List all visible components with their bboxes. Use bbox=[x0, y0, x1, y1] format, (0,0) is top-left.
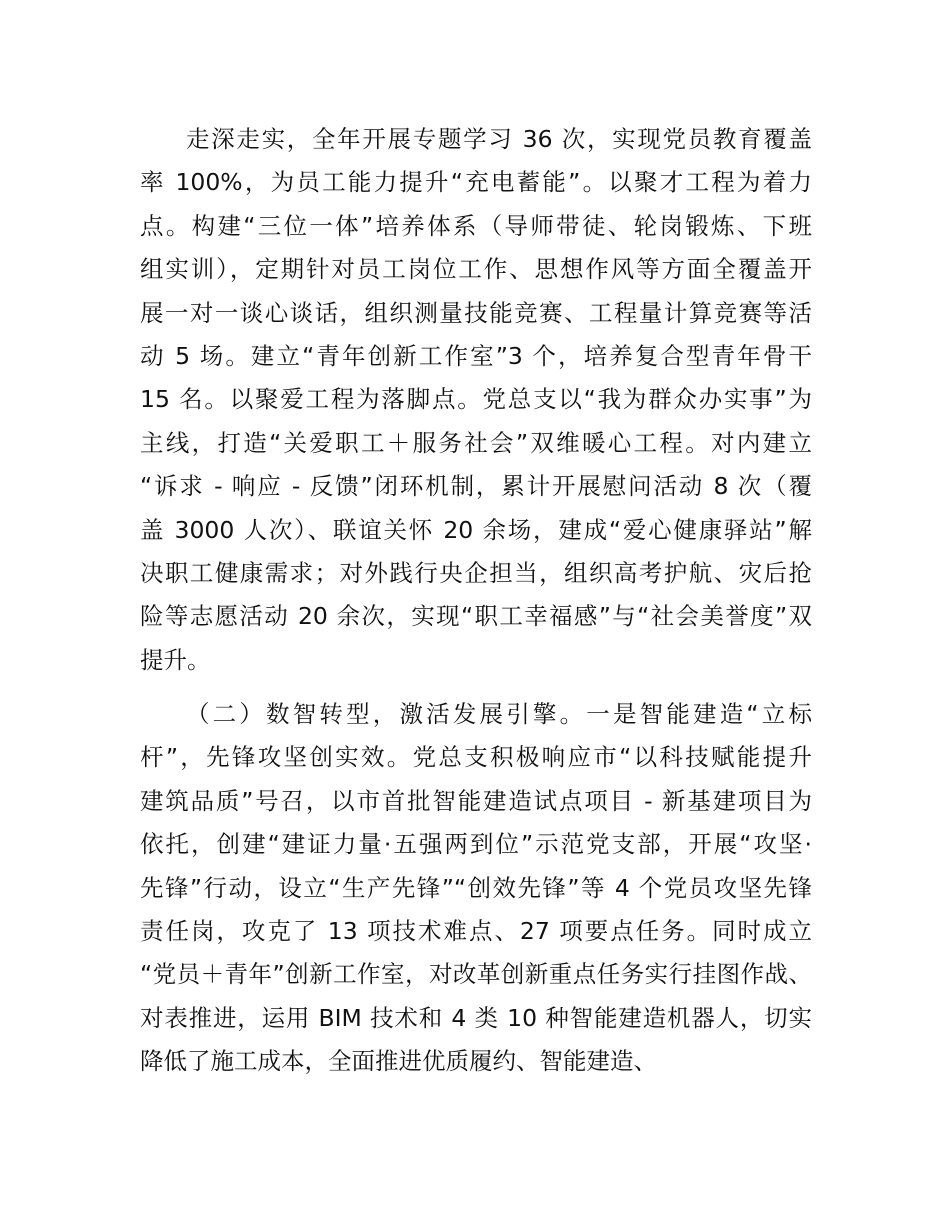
text-line: 提升。 bbox=[140, 645, 211, 674]
text-line: 责任岗，攻克了 13 项技术难点、27 项要点任务。同时成立 bbox=[140, 917, 812, 946]
text-line: 杆”，先锋攻坚创实效。党总支积极响应市“以科技赋能提升 bbox=[140, 743, 812, 772]
text-line: 对表推进，运用 BIM 技术和 4 类 10 种智能建造机器人，切实 bbox=[140, 1003, 812, 1032]
text-line: “诉求 - 响应 - 反馈”闭环机制，累计开展慰问活动 8 次（覆 bbox=[140, 472, 812, 501]
text-line: 15 名。以聚爱工程为落脚点。党总支以“我为群众办实事”为 bbox=[140, 385, 812, 414]
text-line: 点。构建“三位一体”培养体系（导师带徒、轮岗锻炼、下班 bbox=[140, 211, 812, 240]
paragraph-2 bbox=[140, 693, 812, 1084]
text-line: 先锋”行动，设立“生产先锋”“创效先锋”等 4 个党员攻坚先锋 bbox=[140, 873, 812, 902]
text-line: 动 5 场。建立“青年创新工作室”3 个，培养复合型青年骨干 bbox=[140, 341, 812, 370]
paragraph-1 bbox=[140, 118, 812, 682]
document-page bbox=[140, 118, 812, 1084]
text-line: “党员＋青年”创新工作室，对改革创新重点任务实行挂图作战、 bbox=[140, 960, 812, 989]
text-line: 展一对一谈心谈话，组织测量技能竞赛、工程量计算竞赛等活 bbox=[140, 298, 812, 327]
text-line: 建筑品质”号召，以市首批智能建造试点项目 - 新基建项目为 bbox=[140, 786, 812, 815]
text-line: 险等志愿活动 20 余次，实现“职工幸福感”与“社会美誉度”双 bbox=[140, 602, 812, 631]
text-line: 组实训），定期针对员工岗位工作、思想作风等方面全覆盖开 bbox=[140, 255, 812, 284]
text-line: 决职工健康需求；对外践行央企担当，组织高考护航、灾后抢 bbox=[140, 558, 812, 587]
text-line: 率 100%，为员工能力提升“充电蓄能”。以聚才工程为着力 bbox=[140, 168, 812, 197]
text-line: 降低了施工成本，全面推进优质履约、智能建造、 bbox=[140, 1047, 657, 1076]
text-line: （二）数智转型，激活发展引擎。一是智能建造“立标 bbox=[186, 700, 812, 729]
text-line: 走深走实，全年开展专题学习 36 次，实现党员教育覆盖 bbox=[186, 125, 812, 153]
text-line: 主线，打造“关爱职工＋服务社会”双维暖心工程。对内建立 bbox=[140, 428, 812, 457]
text-line: 盖 3000 人次）、联谊关怀 20 余场，建成“爱心健康驿站”解 bbox=[140, 515, 812, 544]
text-line: 依托，创建“建证力量·五强两到位”示范党支部，开展“攻坚· bbox=[140, 830, 812, 859]
